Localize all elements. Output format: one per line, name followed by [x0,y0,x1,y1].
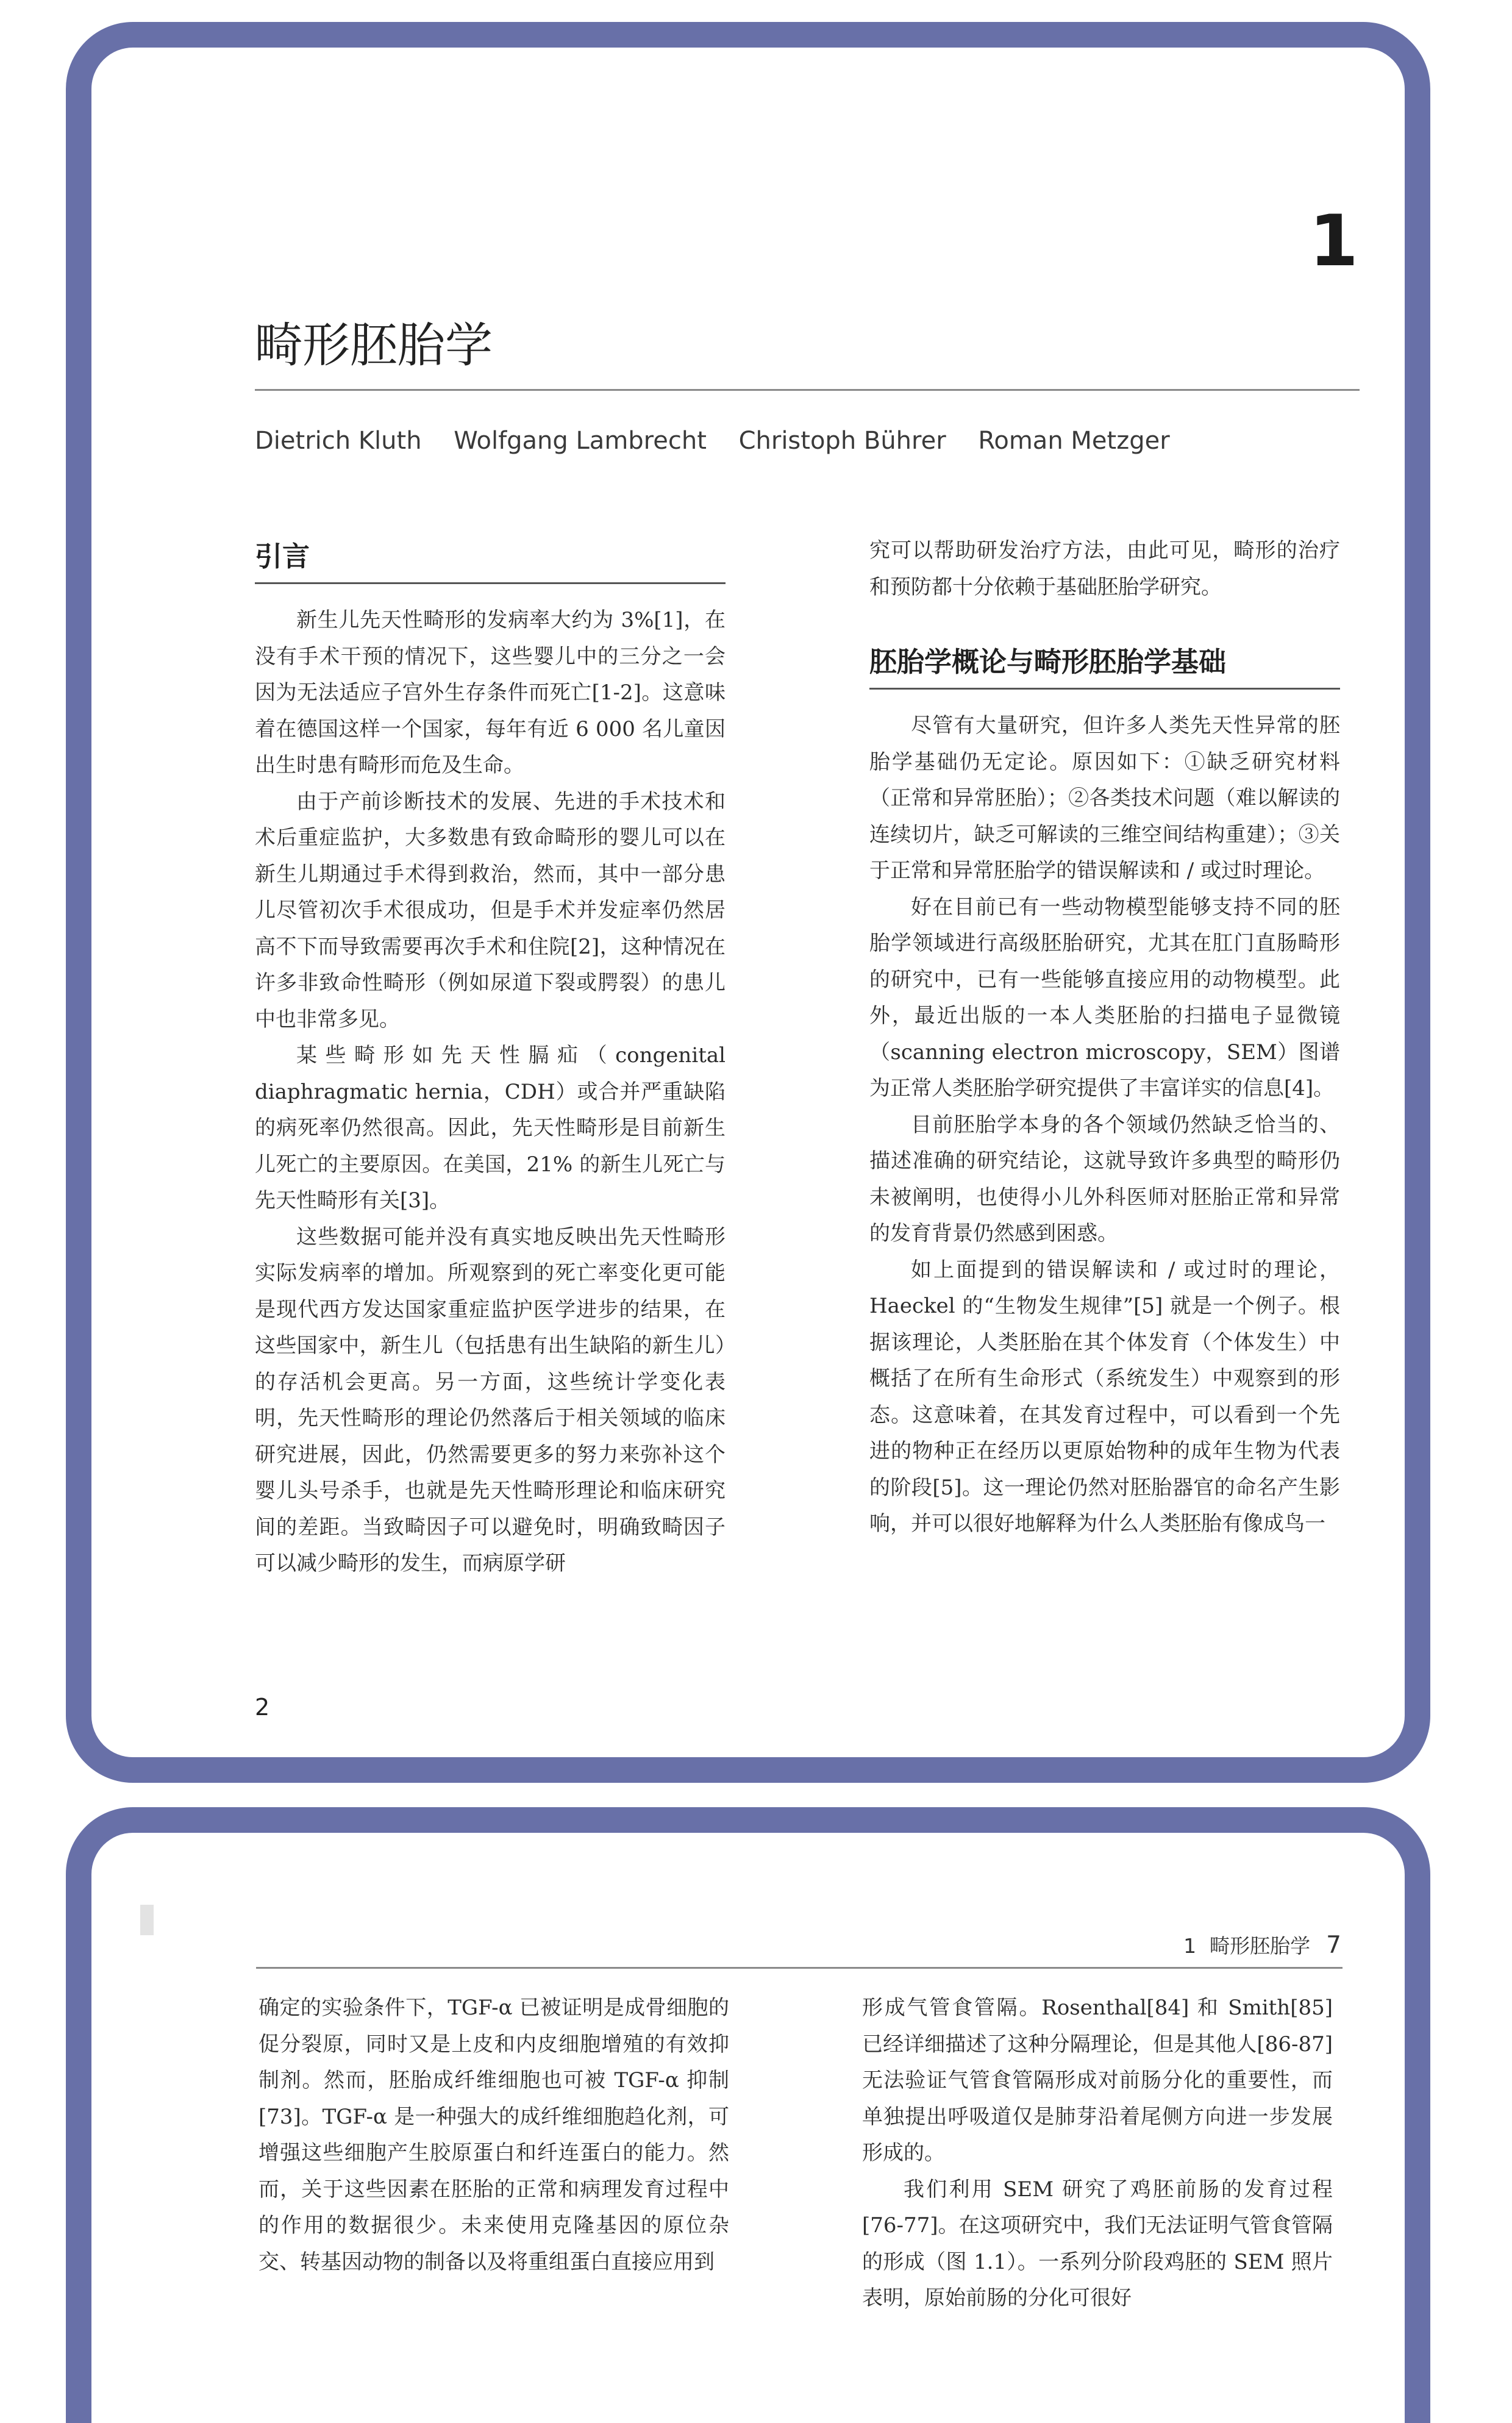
right-column [869,533,1340,1543]
book-page-2 [66,22,1430,1783]
scan-mark [140,1905,154,1935]
paragraph-continued: 形成气管食管隔。Rosenthal[84] 和 Smith[85] 已经详细描述了这种分隔理论，但是其他人[86-87] 无法验证气管食管隔形成对前肠分化的重要性，而单独提出呼吸道仅是肺芽沿着尾侧方向进一步发展形成的。 [862,1996,1333,2165]
paragraph: 尽管有大量研究，但许多人类先天性异常的胚胎学基础仍无定论。原因如下：①缺乏研究材料（正常和异常胚胎）；②各类技术问题（难以解读的连续切片，缺乏可解读的三维空间结构重建）；③关于正常和异常胚胎学的错误解读和 / 或过时理论。 [869,713,1340,883]
paragraph: 我们利用 SEM 研究了鸡胚前肠的发育过程[76-77]。在这项研究中，我们无法证明气管食管隔的形成（图 1.1）。一系列分阶段鸡胚的 SEM 照片表明，原始前肠的分化可很好 [862,2177,1333,2310]
paragraph: 这些数据可能并没有真实地反映出先天性畸形实际发病率的增加。所观察到的死亡率变化更可能是现代西方发达国家重症监护医学进步的结果，在这些国家中，新生儿（包括患有出生缺陷的新生儿）的存活机会更高。另一方面，这些统计学变化表明，先天性畸形的理论仍然落后于相关领域的临床研究进展，因此，仍然需要更多的努力来弥补这个婴儿头号杀手，也就是先天性畸形理论和临床研究间的差距。当致畸因子可以避免时，明确致畸因子可以减少畸形的发生，而病原学研 [255,1224,726,1575]
paragraph: 新生儿先天性畸形的发病率大约为 3%[1]，在没有手术干预的情况下，这些婴儿中的三分之一会因为无法适应子宫外生存条件而死亡[1-2]。这意味着在德国这样一个国家，每年有近 6 000 名儿童因出生时患有畸形而危及生命。 [255,608,726,777]
chapter-title: 畸形胚胎学 [255,318,493,373]
paragraph-continued: 确定的实验条件下，TGF-α 已被证明是成骨细胞的促分裂原，同时又是上皮和内皮细胞增殖的有效抑制剂。然而，胚胎成纤维细胞也可被 TGF-α 抑制[73]。TGF-α 是一种强大的成纤维细胞趋化剂，可增强这些细胞产生胶原蛋白和纤连蛋白的能力。然而，关于这些因素在胚胎的正常和病理发育过程中的作用的数据很少。未来使用克隆基因的原位杂交、转基因动物的制备以及将重组蛋白直接应用到 [259,1996,729,2274]
author-name: Roman Metzger [978,427,1170,455]
paragraph-continued: 究可以帮助研发治疗方法，由此可见，畸形的治疗和预防都十分依赖于基础胚胎学研究。 [869,538,1340,599]
running-head [1055,1930,1341,1959]
section-heading-embryology: 胚胎学概论与畸形胚胎学基础 [869,640,1340,690]
left-column [255,534,726,1582]
section-heading-introduction: 引言 [255,534,726,584]
author-name: Dietrich Kluth [255,427,422,455]
author-name: Wolfgang Lambrecht [454,427,707,455]
title-rule [255,389,1360,391]
running-head-title: 畸形胚胎学 [1210,1934,1311,1958]
author-name: Christoph Bührer [738,427,946,455]
page-number: 2 [255,1694,270,1721]
header-rule [256,1967,1343,1969]
running-head-chapter-number: 1 [1183,1934,1197,1958]
right-column [862,1990,1333,2317]
running-head-page-number: 7 [1326,1932,1341,1959]
book-page-7 [66,1807,1430,2423]
author-list [255,427,1194,455]
paragraph: 如上面提到的错误解读和 / 或过时的理论，Haeckel 的“生物发生规律”[5] 就是一个例子。根据该理论，人类胚胎在其个体发育（个体发生）中概括了在所有生命形式（系统发生）中观察到的形态。这意味着，在其发育过程中，可以看到一个先进的物种正在经历以更原始物种的成年生物为代表的阶段[5]。这一理论仍然对胚胎器官的命名产生影响，并可以很好地解释为什么人类胚胎有像成鸟一 [869,1257,1340,1536]
paragraph: 目前胚胎学本身的各个领域仍然缺乏恰当的、描述准确的研究结论，这就导致许多典型的畸形仍未被阐明，也使得小儿外科医师对胚胎正常和异常的发育背景仍然感到困惑。 [869,1112,1340,1246]
paragraph: 某些畸形如先天性膈疝（congenital diaphragmatic hernia，CDH）或合并严重缺陷的病死率仍然很高。因此，先天性畸形是目前新生儿死亡的主要原因。在美国，21% 的新生儿死亡与先天性畸形有关[3]。 [255,1043,726,1213]
paragraph: 由于产前诊断技术的发展、先进的手术技术和术后重症监护，大多数患有致命畸形的婴儿可以在新生儿期通过手术得到救治，然而，其中一部分患儿尽管初次手术很成功，但是手术并发症率仍然居高不下而导致需要再次手术和住院[2]，这种情况在许多非致命性畸形（例如尿道下裂或腭裂）的患儿中也非常多见。 [255,789,726,1032]
left-column [259,1990,729,2280]
chapter-number: 1 [1309,200,1358,282]
paragraph: 好在目前已有一些动物模型能够支持不同的胚胎学领域进行高级胚胎研究，尤其在肛门直肠畸形的研究中，已有一些能够直接应用的动物模型。此外，最近出版的一本人类胚胎的扫描电子显微镜（scanning electron microscopy，SEM）图谱为正常人类胚胎学研究提供了丰富详实的信息[4]。 [869,894,1340,1101]
